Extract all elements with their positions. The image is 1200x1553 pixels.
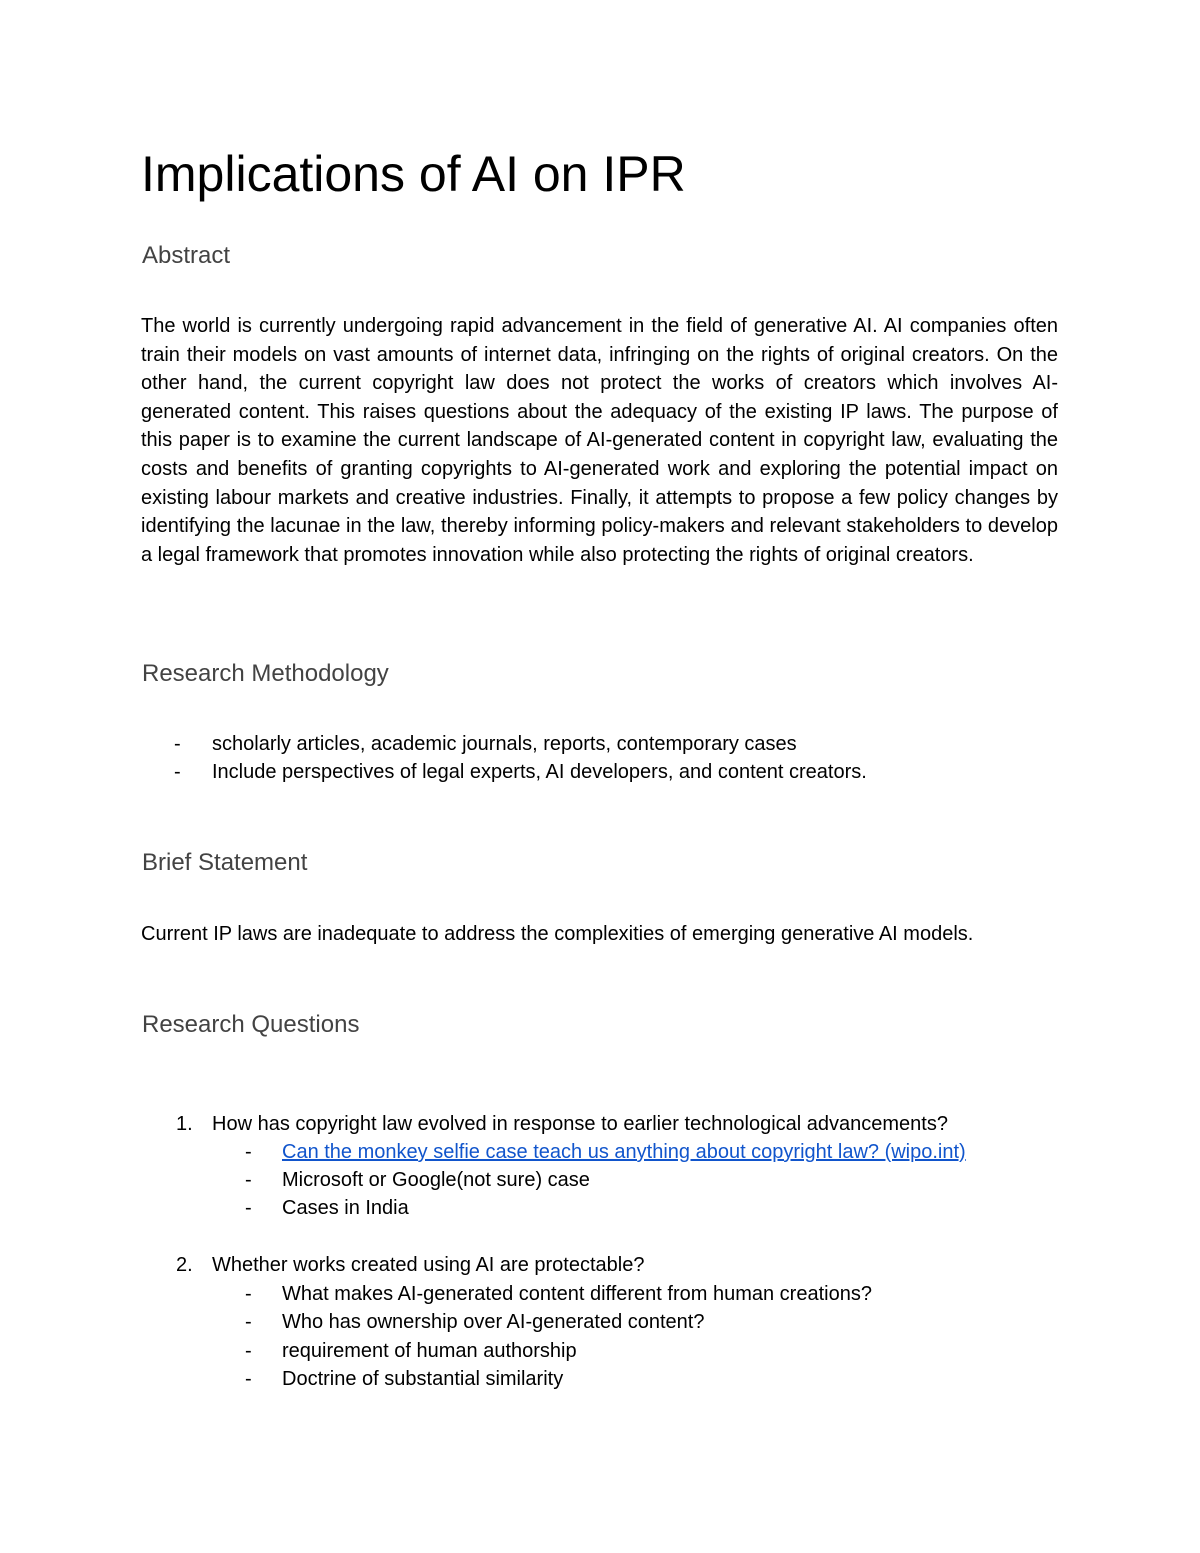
list-item: Cases in India: [282, 1197, 409, 1219]
brief-statement-heading: Brief Statement: [142, 849, 308, 876]
list-bullet: -: [174, 761, 181, 783]
list-item: Include perspectives of legal experts, AI developers, and content creators.: [212, 761, 867, 783]
list-bullet: -: [245, 1311, 252, 1333]
question-text: Whether works created using AI are protectable?: [212, 1254, 645, 1276]
abstract-body: The world is currently undergoing rapid advancement in the field of generative AI. AI companies often train their models on vast amounts of internet data, infringing on the rights of original creators. On the other hand, the current copyright law does not protect the works of creators which involves AI-generated content. This raises questions about the adequacy of the existing IP laws. The purpose of this paper is to examine the current landscape of AI-generated content in copyright law, evaluating the costs and benefits of granting copyrights to AI-generated work and exploring the potential impact on existing labour markets and creative industries. Finally, it attempts to propose a few policy changes by identifying the lacunae in the law, thereby informing policy-makers and relevant stakeholders to develop a legal framework that promotes innovation while also protecting the rights of original creators.: [141, 315, 1058, 566]
list-bullet: -: [245, 1169, 252, 1191]
list-item: scholarly articles, academic journals, reports, contemporary cases: [212, 733, 797, 755]
list-bullet: -: [174, 733, 181, 755]
monkey-selfie-link[interactable]: Can the monkey selfie case teach us anything about copyright law? (wipo.int): [282, 1141, 966, 1163]
list-bullet: -: [245, 1368, 252, 1390]
list-item: requirement of human authorship: [282, 1340, 577, 1362]
list-bullet: -: [245, 1197, 252, 1219]
list-item: What makes AI-generated content different from human creations?: [282, 1283, 872, 1305]
methodology-heading: Research Methodology: [142, 660, 389, 687]
question-text: How has copyright law evolved in response to earlier technological advancements?: [212, 1113, 948, 1135]
research-questions-heading: Research Questions: [142, 1011, 360, 1038]
list-item: Who has ownership over AI-generated content?: [282, 1311, 705, 1333]
list-bullet: -: [245, 1141, 252, 1163]
document-title: Implications of AI on IPR: [141, 146, 686, 202]
list-bullet: -: [245, 1340, 252, 1362]
list-item: Doctrine of substantial similarity: [282, 1368, 564, 1390]
list-item: Microsoft or Google(not sure) case: [282, 1169, 590, 1191]
abstract-heading: Abstract: [142, 242, 231, 269]
question-number: 1.: [176, 1113, 193, 1135]
brief-statement-body: Current IP laws are inadequate to address the complexities of emerging generative AI models.: [141, 923, 974, 945]
question-number: 2.: [176, 1254, 193, 1276]
list-bullet: -: [245, 1283, 252, 1305]
